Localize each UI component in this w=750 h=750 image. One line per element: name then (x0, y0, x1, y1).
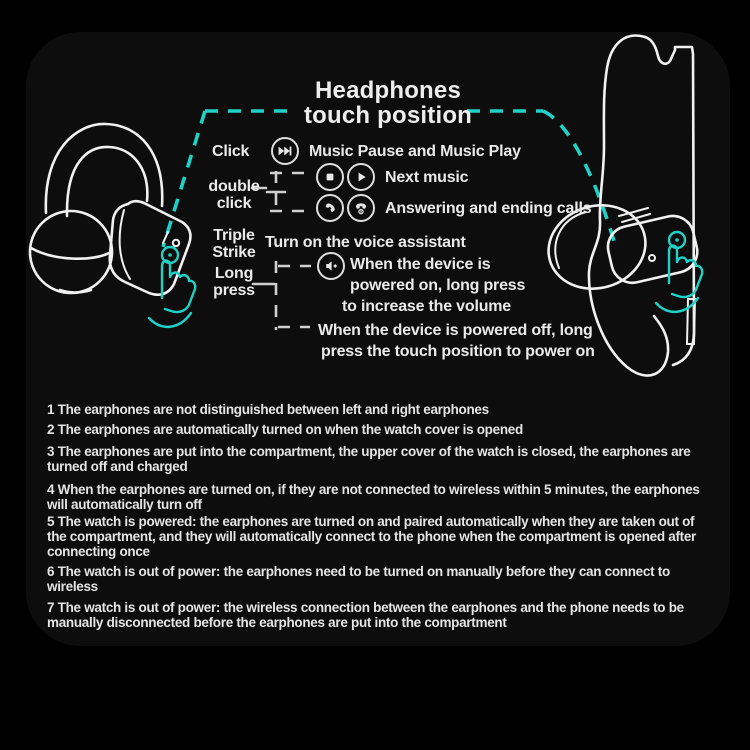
action-volume-line3: to increase the volume (342, 298, 511, 315)
action-volume-line1: When the device is (350, 256, 491, 273)
double-click-line2: click (216, 194, 252, 212)
action-power-line1: When the device is powered off, long (318, 322, 593, 339)
title-line-2: touch position (303, 102, 473, 129)
long-press-line2: press (213, 281, 255, 299)
note-item-3: 3 The earphones are put into the compartment, the upper cover of the watch is closed, the earphones are turned off and charged (47, 444, 691, 474)
stop-icon (316, 163, 344, 191)
note-item-7: 7 The watch is out of power: the wireless connection between the earphones and the phone needs to be manually disconnected before the earphones are put into the compartment (47, 600, 684, 630)
note-item-1: 1 The earphones are not distinguished between left and right earphones (47, 402, 489, 417)
triple-strike-line2: Strike (212, 243, 256, 261)
gesture-label-double-click (202, 179, 266, 212)
title-line-1: Headphones (314, 77, 462, 104)
note-item-2: 2 The earphones are automatically turned on when the watch cover is opened (47, 422, 523, 437)
gesture-label-long-press (202, 266, 266, 299)
earphones-pair-illustration (30, 124, 190, 295)
note-item-4: 4 When the earphones are turned on, if they are not connected to wireless within 5 minutes, the earphones will automatically turn off (47, 482, 700, 512)
action-calls-text: Answering and ending calls (385, 200, 592, 217)
action-next-music-text: Next music (385, 169, 469, 186)
note-item-5: 5 The watch is powered: the earphones are turned on and paired automatically when they are taken out of the compartment, and they will automatically connect to the phone when the compartment is opened after connecting once (47, 514, 697, 559)
action-volume-line2: powered on, long press (350, 277, 526, 294)
page-title (238, 78, 538, 128)
action-voice-assistant-text: Turn on the voice assistant (265, 234, 466, 251)
gesture-label-click: Click (212, 143, 250, 160)
action-power-line2: press the touch position to power on (321, 343, 595, 360)
triple-strike-line1: Triple (213, 227, 255, 244)
end-call-icon (347, 194, 375, 222)
answer-call-icon (316, 194, 344, 222)
note-item-6: 6 The watch is out of power: the earphones need to be turned on manually before they can connect to wireless (47, 564, 670, 594)
skip-track-icon (271, 137, 299, 165)
gesture-label-triple-strike (202, 228, 266, 261)
play-icon (347, 163, 375, 191)
volume-up-icon (317, 252, 345, 280)
double-click-line1: double (208, 178, 260, 195)
long-press-line1: Long (214, 265, 254, 282)
action-click-text: Music Pause and Music Play (309, 143, 521, 160)
